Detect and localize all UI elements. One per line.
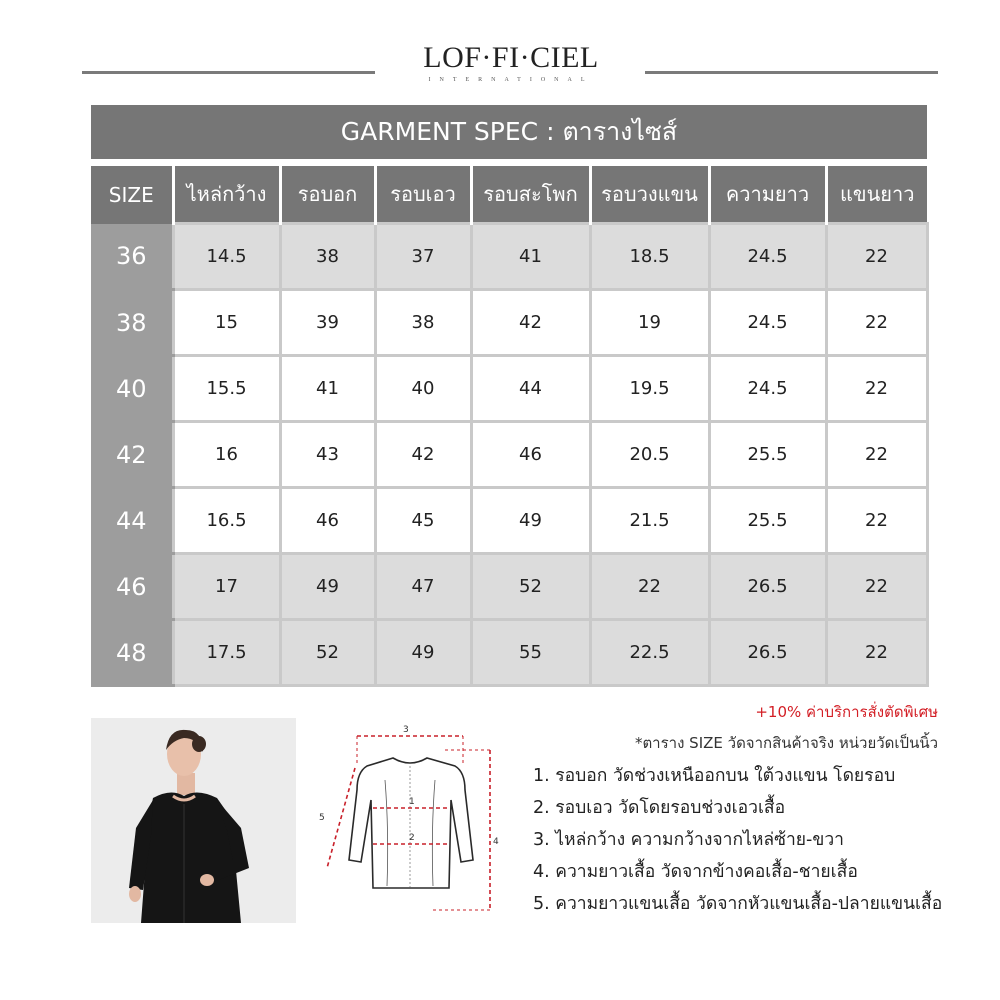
table-row bbox=[91, 290, 927, 356]
table-cell: 22 bbox=[826, 488, 927, 554]
table-cell: 22 bbox=[826, 554, 927, 620]
table-row bbox=[91, 554, 927, 620]
table-cell: 38 bbox=[280, 224, 375, 290]
table-cell: 26.5 bbox=[709, 554, 826, 620]
header-waist: รอบเอว bbox=[375, 166, 471, 224]
table-cell: 22.5 bbox=[590, 620, 709, 686]
header-rule-left bbox=[82, 71, 375, 74]
table-cell: 19 bbox=[590, 290, 709, 356]
table-cell: 15.5 bbox=[173, 356, 280, 422]
size-cell: 38 bbox=[91, 290, 173, 356]
diagram-label-5: 5 bbox=[319, 813, 325, 823]
measurement-diagram bbox=[315, 720, 500, 915]
size-table bbox=[91, 166, 929, 687]
size-cell: 42 bbox=[91, 422, 173, 488]
diagram-label-1: 1 bbox=[409, 797, 415, 807]
table-cell: 46 bbox=[280, 488, 375, 554]
header-shoulder: ไหล่กว้าง bbox=[173, 166, 280, 224]
measurement-guide bbox=[533, 760, 973, 920]
table-cell: 41 bbox=[280, 356, 375, 422]
list-item: 4. ความยาวเสื้อ วัดจากข้างคอเสื้อ-ชายเสื้อ bbox=[533, 862, 858, 882]
list-item: 1. รอบอก วัดช่วงเหนืออกบน ใต้วงแขน โดยรอบ bbox=[533, 766, 896, 786]
custom-order-surcharge: +10% ค่าบริการสั่งตัดพิเศษ bbox=[755, 703, 938, 721]
brand-logo bbox=[380, 40, 642, 84]
table-cell: 52 bbox=[280, 620, 375, 686]
table-cell: 45 bbox=[375, 488, 471, 554]
size-cell: 40 bbox=[91, 356, 173, 422]
table-cell: 42 bbox=[375, 422, 471, 488]
table-cell: 49 bbox=[375, 620, 471, 686]
page-title: GARMENT SPEC : ตารางไซส์ bbox=[91, 105, 927, 159]
table-row bbox=[91, 422, 927, 488]
table-cell: 44 bbox=[471, 356, 590, 422]
list-item: 3. ไหล่กว้าง ความกว้างจากไหล่ซ้าย-ขวา bbox=[533, 830, 844, 850]
header-size: SIZE bbox=[91, 166, 173, 224]
table-row bbox=[91, 356, 927, 422]
table-cell: 22 bbox=[826, 224, 927, 290]
table-cell: 55 bbox=[471, 620, 590, 686]
table-cell: 20.5 bbox=[590, 422, 709, 488]
diagram-label-3: 3 bbox=[403, 725, 409, 735]
table-cell: 39 bbox=[280, 290, 375, 356]
header-rule-right bbox=[645, 71, 938, 74]
list-item: 5. ความยาวแขนเสื้อ วัดจากหัวแขนเสื้อ-ปลายแขนเสื้อ bbox=[533, 894, 943, 914]
brand-subtitle: INTERNATIONAL bbox=[428, 77, 594, 83]
table-cell: 17 bbox=[173, 554, 280, 620]
measurement-unit-note: *ตาราง SIZE วัดจากสินค้าจริง หน่วยวัดเป็นนิ้ว bbox=[634, 734, 938, 752]
table-cell: 22 bbox=[826, 620, 927, 686]
table-cell: 22 bbox=[826, 422, 927, 488]
list-item: 2. รอบเอว วัดโดยรอบช่วงเอวเสื้อ bbox=[533, 798, 786, 818]
table-cell: 24.5 bbox=[709, 290, 826, 356]
table-cell: 49 bbox=[280, 554, 375, 620]
size-cell: 44 bbox=[91, 488, 173, 554]
table-cell: 49 bbox=[471, 488, 590, 554]
table-cell: 16 bbox=[173, 422, 280, 488]
table-cell: 22 bbox=[826, 356, 927, 422]
table-cell: 17.5 bbox=[173, 620, 280, 686]
table-cell: 40 bbox=[375, 356, 471, 422]
table-cell: 19.5 bbox=[590, 356, 709, 422]
size-cell: 36 bbox=[91, 224, 173, 290]
table-cell: 22 bbox=[590, 554, 709, 620]
header-length: ความยาว bbox=[709, 166, 826, 224]
product-photo bbox=[91, 718, 296, 923]
table-cell: 25.5 bbox=[709, 422, 826, 488]
header-sleeve: แขนยาว bbox=[826, 166, 927, 224]
table-header-row bbox=[91, 166, 927, 224]
table-cell: 14.5 bbox=[173, 224, 280, 290]
table-cell: 46 bbox=[471, 422, 590, 488]
size-cell: 48 bbox=[91, 620, 173, 686]
brand-name: LOF·FI·CIEL bbox=[423, 41, 599, 74]
size-cell: 46 bbox=[91, 554, 173, 620]
table-cell: 52 bbox=[471, 554, 590, 620]
table-cell: 18.5 bbox=[590, 224, 709, 290]
header-chest: รอบอก bbox=[280, 166, 375, 224]
table-cell: 16.5 bbox=[173, 488, 280, 554]
table-cell: 24.5 bbox=[709, 224, 826, 290]
table-cell: 41 bbox=[471, 224, 590, 290]
table-row bbox=[91, 488, 927, 554]
shirt-outline bbox=[349, 758, 473, 888]
header-hip: รอบสะโพก bbox=[471, 166, 590, 224]
header-armhole: รอบวงแขน bbox=[590, 166, 709, 224]
table-cell: 21.5 bbox=[590, 488, 709, 554]
diagram-label-2: 2 bbox=[409, 833, 415, 843]
table-cell: 43 bbox=[280, 422, 375, 488]
table-cell: 47 bbox=[375, 554, 471, 620]
table-row bbox=[91, 620, 927, 686]
table-row bbox=[91, 224, 927, 290]
table-cell: 22 bbox=[826, 290, 927, 356]
table-cell: 42 bbox=[471, 290, 590, 356]
diagram-label-4: 4 bbox=[493, 837, 499, 847]
table-cell: 15 bbox=[173, 290, 280, 356]
table-cell: 26.5 bbox=[709, 620, 826, 686]
table-cell: 24.5 bbox=[709, 356, 826, 422]
table-cell: 25.5 bbox=[709, 488, 826, 554]
table-cell: 38 bbox=[375, 290, 471, 356]
table-cell: 37 bbox=[375, 224, 471, 290]
